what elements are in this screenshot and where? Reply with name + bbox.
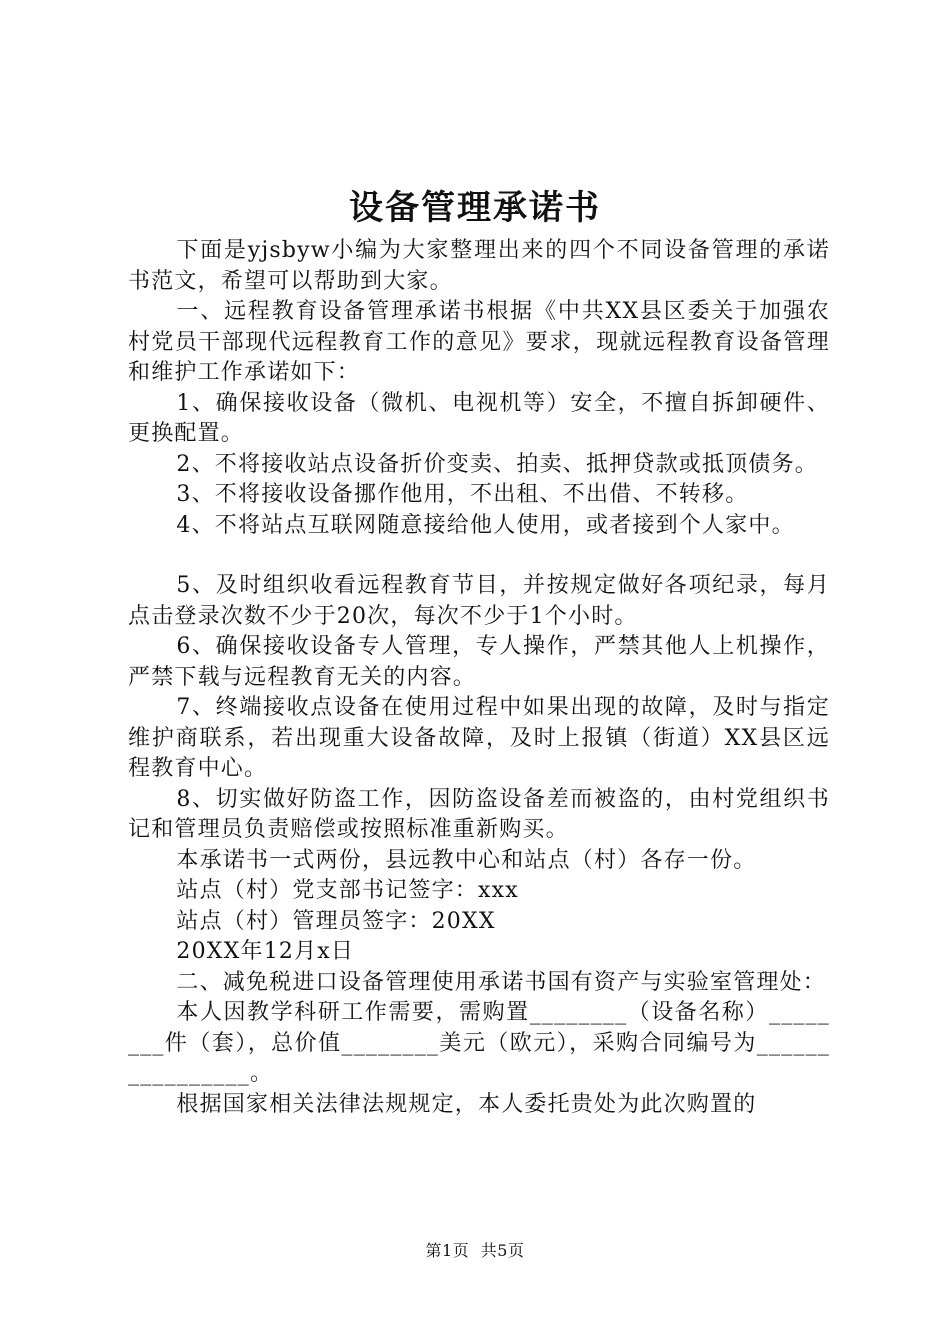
document-title: 设备管理承诺书 <box>349 188 601 228</box>
paragraph-item-1: 1、确保接收设备（微机、电视机等）安全，不擅自拆卸硬件、更换配置。 <box>128 390 830 446</box>
paragraph-copies-note: 本承诺书一式两份，县远教中心和站点（村）各存一份。 <box>176 847 757 873</box>
page-footer <box>0 1240 950 1262</box>
paragraph-legal-basis: 根据国家相关法律法规规定，本人委托贵处为此次购置的 <box>176 1091 757 1117</box>
paragraph-item-8: 8、切实做好防盗工作，因防盗设备差而被盗的，由村党组织书记和管理员负责赔偿或按照标准重新购买。 <box>128 786 830 842</box>
signature-secretary: 站点（村）党支部书记签字：xxx <box>176 878 519 903</box>
page-total: 共5页 <box>480 1241 525 1260</box>
document-body <box>128 236 830 1120</box>
paragraph-item-5: 5、及时组织收看远程教育节目，并按规定做好各项纪录，每月点击登录次数不少于20次，每次不少于1个小时。 <box>128 573 830 629</box>
paragraph-item-4: 4、不将站点互联网随意接给他人使用，或者接到个人家中。 <box>176 512 795 538</box>
paragraph-section-1-heading: 一、远程教育设备管理承诺书根据《中共XX县区委关于加强农村党员干部现代远程教育工作的意见》要求，现就远程教育设备管理和维护工作承诺如下： <box>128 299 830 385</box>
paragraph-section-2-heading: 二、减免税进口设备管理使用承诺书国有资产与实验室管理处： <box>176 969 826 995</box>
paragraph-item-7: 7、终端接收点设备在使用过程中如果出现的故障，及时与指定维护商联系，若出现重大设备故障，及时上报镇（街道）XX县区远程教育中心。 <box>128 695 830 781</box>
signature-administrator: 站点（村）管理员签字：20XX <box>176 908 496 934</box>
page-number: 第1页 <box>425 1241 470 1260</box>
paragraph-item-2: 2、不将接收站点设备折价变卖、拍卖、抵押贷款或抵顶债务。 <box>176 451 818 477</box>
paragraph-item-6: 6、确保接收设备专人管理，专人操作，严禁其他人上机操作，严禁下载与远程教育无关的内容。 <box>128 634 830 690</box>
paragraph-item-3: 3、不将接收设备挪作他用，不出租、不出借、不转移。 <box>176 482 749 507</box>
paragraph-purchase-details: 本人因教学科研工作需要，需购置________（设备名称）________件（套），总价值________美元（欧元），采购合同编号为________________。 <box>128 1000 830 1086</box>
signature-date: 20XX年12月x日 <box>176 939 355 964</box>
paragraph-intro: 下面是yjsbyw小编为大家整理出来的四个不同设备管理的承诺书范文，希望可以帮助到大家。 <box>128 238 830 294</box>
